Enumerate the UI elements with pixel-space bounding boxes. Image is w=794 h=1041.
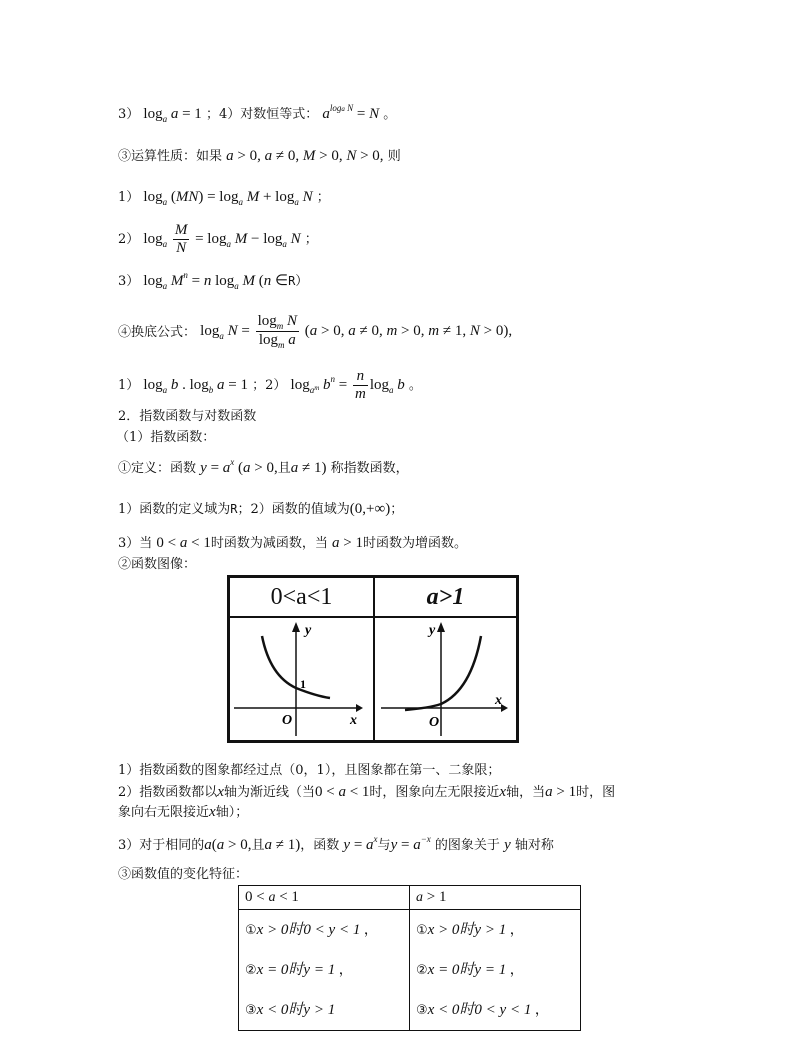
item-number: 1）	[118, 190, 140, 205]
item-number: 3）	[118, 274, 140, 289]
axis-y-label: y	[429, 623, 436, 638]
then-word: 则	[387, 149, 401, 164]
condition-formula: a > 0, a ≠ 0, M > 0, N > 0,	[226, 148, 384, 164]
quotient-rule-formula: $\log_a$ $\frac{M}{N}$ = $\log_a M - \log_a N$	[143, 222, 301, 256]
period: 。	[408, 377, 422, 393]
axis-y-label: y	[305, 623, 312, 638]
condition-decreasing: 0 < a < 1	[156, 535, 211, 551]
function-ax: $y = a^x$	[343, 834, 378, 853]
product-rule-line	[118, 188, 330, 207]
table-cell-left	[239, 910, 410, 1031]
item-number: 2）	[118, 231, 140, 247]
table-cell-right	[410, 910, 581, 1031]
semicolon: ；	[304, 231, 318, 247]
definition-suffix: 称指数函数，	[330, 461, 409, 476]
exponential-graph-figure	[227, 575, 519, 743]
close-paren: ）	[295, 274, 309, 289]
real-set: R	[230, 502, 238, 516]
operation-properties-line	[118, 147, 401, 166]
origin-label: O	[429, 715, 440, 730]
quotient-rule-line	[118, 222, 318, 257]
property-1-line: 1）指数函数的图象都经过点（0，1），且图象都在第一、二象限；	[118, 763, 501, 778]
formula-log-identity: $a^{loga N} = N$	[322, 103, 380, 122]
power-rule-formula: $\log_a M^n = n$ $\log_a M$ (n ∈	[143, 270, 289, 291]
function-a-neg-x: $y = a^{-x}$	[390, 834, 431, 853]
condition-a: a(a > 0,且a ≠ 1)	[204, 837, 301, 853]
definition-label: ①定义：函数	[118, 461, 197, 476]
definition-line	[118, 459, 409, 478]
change-of-base-line	[118, 313, 512, 350]
power-rule-line	[118, 272, 308, 291]
value-features-table	[238, 885, 581, 1031]
domain-range-line: 1）函数的定义域为R；2）函数的值域为(0,+∞)；	[118, 501, 404, 517]
table-row: ①x > 0时0 < y < 1 ，	[245, 922, 378, 938]
identity-label: ；4）对数恒等式：	[205, 107, 319, 122]
definition-formula: $y = a^x$ (a > 0,且a ≠ 1)	[200, 457, 327, 476]
monotonicity-line: 3）当 0 < a < 1时函数为减函数，当 a > 1时函数为增函数。	[118, 535, 467, 551]
change-of-base-label: ④换底公式：	[118, 324, 197, 340]
table-row: ②x = 0时y = 1 ，	[416, 962, 524, 978]
fraction-m-over-n: $\frac{M}{N}$	[174, 222, 188, 256]
fraction-n-over-m: $\frac{n}{m}$	[355, 368, 366, 402]
property-2-line: 2）指数函数都以x轴为渐近线（当0 < a < 1时，图象向左无限接近x轴，当a > 1时，图	[118, 784, 616, 800]
axis-x-label: x	[350, 713, 357, 728]
change-of-base-formula: $\log_a N$ = $\frac{\log_m N}{\log_m a}$ (a > 0, a ≠ 0, m > 0, m ≠ 1, N > 0),	[200, 313, 513, 350]
graph-increasing	[375, 618, 516, 740]
separator: ；2）	[252, 377, 287, 393]
reciprocal-formula: $\log_a b$ . $\log_b a = 1$	[143, 376, 248, 395]
item-number: 3）	[118, 107, 140, 122]
table-header-row	[239, 886, 581, 910]
condition-increasing: a > 1	[332, 535, 363, 551]
table-row: ③x < 0时y > 1	[245, 1002, 336, 1018]
range-formula: (0,+∞)	[349, 501, 391, 517]
period: 。	[383, 107, 397, 122]
one-label: 1	[300, 677, 306, 691]
log-reciprocal-line	[118, 368, 422, 403]
power-base-formula: $\log_{a^m} b^n$ = $\frac{n}{m}$ $\log_a b$	[290, 368, 405, 402]
property-3-line: 3）对于相同的a(a > 0,且a ≠ 1)，函数 $y = a^x$与$y = a^{-x}$ 的图象关于 y 轴对称	[118, 834, 554, 853]
item-number: 1）	[118, 377, 140, 393]
table-row: ②x = 0时y = 1 ，	[245, 962, 353, 978]
condition-increasing: a > 1	[545, 784, 577, 800]
figure-right-header: a>1	[426, 584, 465, 610]
table-row: ③x < 0时0 < y < 1 ，	[416, 1002, 549, 1018]
fraction-log-m: $\frac{\log_m N}{\log_m a}$	[257, 313, 297, 350]
table-header-left: 0 < a < 1	[239, 886, 410, 910]
table-header-right: a > 1	[410, 886, 581, 910]
axis-x-label: x	[495, 693, 502, 708]
section-heading: 2．指数函数与对数函数	[118, 409, 257, 424]
table-body-row	[239, 910, 581, 1031]
condition-decreasing: 0 < a < 1	[314, 784, 370, 800]
figure-left-header: 0<a<1	[270, 584, 333, 610]
identity-line	[118, 105, 396, 125]
origin-label: O	[282, 713, 293, 728]
properties-label: ③运算性质：如果	[118, 149, 223, 164]
real-set: R	[288, 274, 296, 288]
table-row: ①x > 0时y > 1 ，	[416, 922, 524, 938]
graph-decreasing	[230, 618, 373, 740]
formula-log-a-a: $\log_a a = 1$	[143, 106, 202, 124]
property-2-continued: 象向右无限接近x轴）；	[118, 804, 249, 820]
subsection-heading: （1）指数函数：	[116, 430, 216, 445]
graph-label: ②函数图像：	[118, 557, 197, 572]
semicolon: ；	[316, 190, 330, 205]
value-features-label: ③函数值的变化特征：	[118, 867, 249, 882]
product-rule-formula: $\log_a (MN) = \log_a M + \log_a N$	[143, 189, 313, 207]
